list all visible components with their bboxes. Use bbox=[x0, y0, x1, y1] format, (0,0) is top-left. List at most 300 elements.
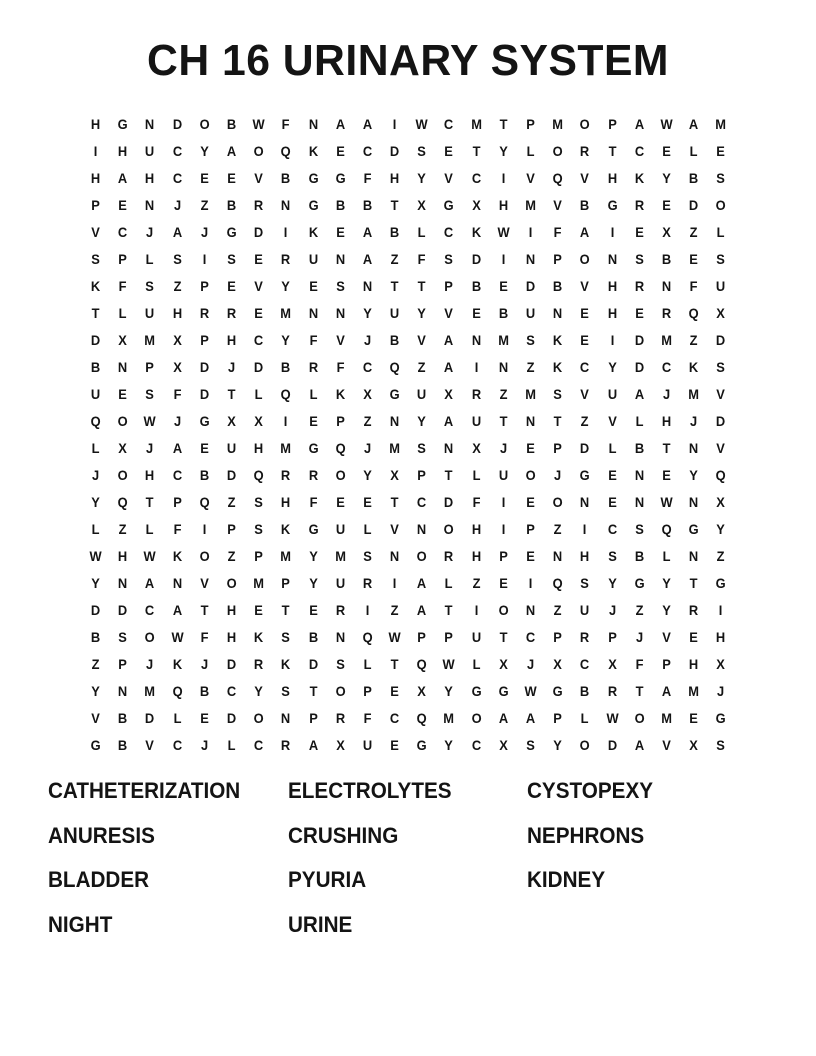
grid-cell-r18-c23: T bbox=[689, 575, 698, 591]
grid-cell-r23-c1: V bbox=[91, 710, 100, 726]
grid-cell-r6-c9: U bbox=[308, 251, 318, 267]
grid-cell-r1-c24: M bbox=[715, 116, 727, 132]
grid-cell-r1-c3: N bbox=[145, 116, 155, 132]
grid-cell-r6-c14: S bbox=[444, 251, 454, 267]
grid-cell-r14-c2: O bbox=[117, 467, 128, 483]
grid-cell-r5-c17: I bbox=[528, 224, 533, 240]
grid-row-7 bbox=[82, 273, 735, 300]
grid-cell-r5-c2: C bbox=[118, 224, 128, 240]
grid-cell-r3-c19: V bbox=[580, 170, 590, 186]
grid-cell-r21-c3: J bbox=[146, 656, 154, 672]
grid-cell-r13-c3: J bbox=[146, 440, 154, 456]
grid-cell-r3-c1: H bbox=[90, 170, 101, 186]
grid-cell-r11-c9: L bbox=[309, 386, 318, 402]
grid-cell-r9-c3: M bbox=[144, 332, 156, 348]
page-title: CH 16 URINARY SYSTEM bbox=[147, 36, 669, 85]
grid-cell-r15-c1: Y bbox=[91, 494, 100, 510]
grid-cell-r22-c19: B bbox=[580, 683, 590, 699]
grid-cell-r22-c2: N bbox=[118, 683, 128, 699]
grid-cell-r23-c13: Q bbox=[416, 710, 427, 726]
grid-cell-r17-c21: B bbox=[634, 548, 645, 564]
grid-cell-r13-c21: B bbox=[634, 440, 645, 456]
grid-cell-r13-c24: V bbox=[716, 440, 726, 456]
grid-cell-r20-c23: E bbox=[689, 629, 699, 645]
grid-cell-r3-c15: C bbox=[471, 170, 481, 186]
grid-cell-r21-c17: J bbox=[527, 656, 535, 672]
grid-cell-r6-c11: A bbox=[362, 251, 373, 267]
grid-cell-r2-c19: R bbox=[580, 143, 590, 159]
grid-cell-r17-c17: E bbox=[526, 548, 535, 564]
grid-cell-r1-c7: W bbox=[252, 116, 265, 132]
grid-cell-r18-c4: N bbox=[172, 575, 182, 591]
grid-cell-r10-c23: K bbox=[689, 359, 699, 375]
grid-row-13 bbox=[82, 435, 735, 462]
grid-cell-r2-c22: E bbox=[662, 143, 671, 159]
grid-cell-r17-c1: W bbox=[89, 548, 102, 564]
grid-cell-r3-c6: E bbox=[227, 170, 236, 186]
grid-cell-r21-c13: Q bbox=[416, 656, 427, 672]
grid-cell-r20-c16: T bbox=[499, 629, 508, 645]
grid-cell-r24-c14: Y bbox=[444, 737, 454, 753]
word-list-item-electrolytes: ELECTROLYTES bbox=[288, 778, 452, 803]
grid-cell-r21-c19: C bbox=[580, 656, 590, 672]
grid-cell-r17-c19: H bbox=[580, 548, 590, 564]
grid-cell-r12-c23: J bbox=[690, 413, 698, 429]
grid-cell-r14-c3: H bbox=[145, 467, 155, 483]
grid-cell-r24-c24: S bbox=[716, 737, 726, 753]
grid-cell-r4-c9: G bbox=[308, 197, 319, 213]
grid-cell-r24-c6: L bbox=[227, 737, 236, 753]
grid-cell-r12-c14: A bbox=[444, 413, 454, 429]
grid-cell-r6-c8: R bbox=[281, 251, 291, 267]
grid-cell-r19-c15: I bbox=[474, 602, 479, 618]
grid-cell-r17-c2: H bbox=[118, 548, 128, 564]
grid-cell-r16-c20: C bbox=[607, 521, 617, 537]
grid-cell-r5-c20: I bbox=[610, 224, 614, 240]
grid-cell-r2-c18: O bbox=[552, 143, 563, 159]
grid-cell-r15-c21: N bbox=[634, 494, 645, 510]
grid-cell-r8-c19: E bbox=[580, 305, 590, 321]
grid-cell-r10-c3: P bbox=[145, 359, 155, 375]
grid-cell-r20-c19: R bbox=[580, 629, 590, 645]
grid-cell-r6-c13: F bbox=[417, 251, 426, 267]
grid-cell-r12-c15: U bbox=[471, 413, 481, 429]
grid-cell-r9-c5: P bbox=[200, 332, 209, 348]
grid-cell-r10-c22: C bbox=[661, 359, 672, 375]
grid-cell-r15-c15: F bbox=[472, 494, 481, 510]
grid-cell-r9-c21: D bbox=[634, 332, 645, 348]
grid-cell-r23-c2: B bbox=[118, 710, 128, 726]
grid-cell-r22-c14: Y bbox=[444, 683, 454, 699]
grid-cell-r10-c19: C bbox=[580, 359, 590, 375]
word-list-item-crushing: CRUSHING bbox=[288, 822, 399, 848]
grid-cell-r3-c11: F bbox=[363, 170, 372, 186]
grid-cell-r16-c7: S bbox=[254, 521, 264, 537]
grid-cell-r17-c7: P bbox=[254, 548, 264, 564]
grid-cell-r24-c19: O bbox=[579, 737, 590, 753]
grid-cell-r15-c13: C bbox=[417, 494, 427, 510]
grid-cell-r14-c17: O bbox=[525, 467, 536, 483]
word-list-column-2 bbox=[288, 776, 462, 954]
grid-cell-r1-c6: B bbox=[226, 116, 237, 132]
grid-cell-r9-c16: M bbox=[498, 332, 509, 348]
grid-cell-r14-c19: G bbox=[579, 467, 590, 483]
grid-cell-r11-c3: S bbox=[145, 386, 155, 402]
grid-cell-r22-c24: J bbox=[717, 683, 725, 699]
grid-cell-r23-c3: D bbox=[145, 710, 155, 726]
grid-cell-r19-c2: D bbox=[118, 602, 128, 618]
grid-cell-r11-c2: E bbox=[118, 386, 128, 402]
grid-cell-r1-c14: C bbox=[444, 116, 454, 132]
grid-cell-r18-c14: L bbox=[445, 575, 453, 591]
grid-cell-r18-c3: A bbox=[145, 575, 155, 591]
grid-cell-r13-c4: A bbox=[172, 440, 182, 456]
grid-cell-r22-c10: O bbox=[335, 683, 346, 699]
grid-row-22 bbox=[82, 678, 735, 705]
grid-cell-r9-c13: V bbox=[417, 332, 427, 348]
grid-row-19 bbox=[82, 597, 735, 624]
grid-cell-r1-c16: T bbox=[499, 116, 508, 132]
grid-cell-r8-c18: N bbox=[553, 305, 563, 321]
grid-cell-r20-c13: P bbox=[417, 629, 427, 645]
grid-cell-r14-c15: L bbox=[472, 467, 481, 483]
grid-row-17 bbox=[82, 543, 735, 570]
grid-cell-r22-c21: T bbox=[635, 683, 644, 699]
grid-cell-r8-c8: M bbox=[280, 305, 292, 321]
grid-cell-r21-c23: H bbox=[689, 656, 699, 672]
grid-cell-r14-c21: N bbox=[634, 467, 645, 483]
grid-cell-r11-c8: Q bbox=[280, 386, 291, 402]
word-list-item-catheterization: CATHETERIZATION bbox=[48, 778, 241, 803]
grid-cell-r1-c21: A bbox=[634, 116, 645, 132]
grid-cell-r20-c17: C bbox=[525, 629, 536, 645]
grid-cell-r3-c20: H bbox=[607, 170, 617, 186]
grid-cell-r9-c8: Y bbox=[281, 332, 291, 348]
grid-cell-r20-c20: P bbox=[607, 629, 617, 645]
grid-cell-r18-c6: O bbox=[226, 575, 237, 591]
grid-cell-r3-c23: B bbox=[689, 170, 699, 186]
grid-cell-r19-c23: R bbox=[689, 602, 699, 618]
grid-cell-r4-c20: G bbox=[607, 197, 618, 213]
grid-cell-r17-c20: S bbox=[607, 548, 617, 564]
grid-cell-r17-c13: O bbox=[416, 548, 427, 564]
grid-cell-r3-c16: I bbox=[501, 170, 506, 186]
grid-cell-r7-c19: V bbox=[580, 278, 590, 294]
grid-cell-r4-c15: X bbox=[471, 197, 481, 213]
grid-cell-r7-c15: B bbox=[471, 278, 481, 294]
grid-cell-r16-c22: Q bbox=[661, 521, 672, 537]
grid-cell-r12-c21: L bbox=[635, 413, 644, 429]
grid-cell-r2-c23: L bbox=[689, 143, 698, 159]
grid-cell-r8-c4: H bbox=[172, 305, 182, 321]
grid-cell-r23-c18: P bbox=[553, 710, 563, 726]
word-list-item-pyuria: PYURIA bbox=[288, 867, 367, 892]
grid-cell-r6-c21: S bbox=[635, 251, 644, 267]
grid-cell-r23-c7: O bbox=[253, 710, 264, 726]
grid-row-23 bbox=[82, 705, 735, 732]
grid-cell-r17-c18: N bbox=[553, 548, 563, 564]
grid-cell-r5-c12: B bbox=[389, 224, 400, 240]
grid-cell-r24-c12: E bbox=[390, 737, 399, 753]
grid-cell-r7-c3: S bbox=[145, 278, 155, 294]
grid-cell-r19-c11: I bbox=[365, 602, 370, 618]
grid-cell-r3-c8: B bbox=[281, 170, 291, 186]
grid-cell-r15-c12: T bbox=[390, 494, 399, 510]
grid-cell-r15-c9: F bbox=[309, 494, 318, 510]
grid-cell-r15-c18: O bbox=[552, 494, 563, 510]
grid-cell-r12-c11: Z bbox=[363, 413, 372, 429]
grid-cell-r8-c6: R bbox=[226, 305, 237, 321]
grid-cell-r15-c20: E bbox=[607, 494, 617, 510]
grid-cell-r10-c14: A bbox=[444, 359, 454, 375]
grid-cell-r22-c5: B bbox=[199, 683, 210, 699]
grid-cell-r12-c16: T bbox=[499, 413, 508, 429]
grid-cell-r21-c7: R bbox=[254, 656, 264, 672]
grid-cell-r6-c24: S bbox=[716, 251, 726, 267]
word-list-column-1 bbox=[48, 776, 253, 954]
grid-cell-r5-c8: I bbox=[284, 224, 288, 240]
grid-cell-r7-c2: F bbox=[118, 278, 127, 294]
grid-cell-r12-c24: D bbox=[716, 413, 726, 429]
grid-cell-r13-c10: Q bbox=[335, 440, 346, 456]
grid-cell-r17-c23: N bbox=[689, 548, 699, 564]
grid-cell-r19-c16: O bbox=[498, 602, 509, 618]
grid-cell-r3-c5: E bbox=[200, 170, 209, 186]
grid-cell-r6-c2: P bbox=[118, 251, 128, 267]
grid-cell-r20-c9: B bbox=[308, 629, 318, 645]
grid-cell-r12-c7: X bbox=[254, 413, 264, 429]
grid-cell-r22-c8: S bbox=[281, 683, 291, 699]
grid-cell-r23-c22: M bbox=[661, 710, 672, 726]
grid-cell-r14-c1: J bbox=[92, 467, 100, 483]
grid-row-1 bbox=[82, 111, 735, 138]
grid-cell-r3-c24: S bbox=[716, 170, 726, 186]
grid-cell-r8-c13: Y bbox=[417, 305, 427, 321]
grid-cell-r17-c22: L bbox=[662, 548, 671, 564]
grid-cell-r13-c18: P bbox=[553, 440, 563, 456]
grid-cell-r24-c15: C bbox=[471, 737, 481, 753]
grid-cell-r13-c9: G bbox=[308, 440, 319, 456]
grid-cell-r15-c10: E bbox=[335, 494, 345, 510]
grid-cell-r15-c23: N bbox=[689, 494, 699, 510]
grid-cell-r22-c11: P bbox=[363, 683, 372, 699]
grid-cell-r19-c9: E bbox=[308, 602, 318, 618]
grid-cell-r12-c20: V bbox=[607, 413, 617, 429]
grid-cell-r5-c5: J bbox=[200, 224, 208, 240]
grid-cell-r8-c1: T bbox=[91, 305, 100, 321]
grid-cell-r10-c15: I bbox=[474, 359, 479, 375]
grid-cell-r21-c6: D bbox=[226, 656, 237, 672]
grid-cell-r9-c6: H bbox=[226, 332, 237, 348]
grid-cell-r4-c8: N bbox=[281, 197, 291, 213]
grid-cell-r7-c12: T bbox=[390, 278, 399, 294]
grid-cell-r11-c7: L bbox=[254, 386, 263, 402]
grid-cell-r13-c19: D bbox=[580, 440, 590, 456]
grid-cell-r20-c3: O bbox=[144, 629, 155, 645]
grid-cell-r1-c12: I bbox=[392, 116, 397, 132]
grid-cell-r8-c9: N bbox=[308, 305, 318, 321]
grid-cell-r24-c22: V bbox=[662, 737, 671, 753]
grid-cell-r15-c2: Q bbox=[117, 494, 128, 510]
grid-cell-r23-c4: L bbox=[173, 710, 182, 726]
grid-cell-r5-c7: D bbox=[254, 224, 264, 240]
grid-cell-r8-c11: Y bbox=[363, 305, 372, 321]
grid-cell-r15-c6: Z bbox=[227, 494, 236, 510]
grid-cell-r13-c23: N bbox=[689, 440, 699, 456]
grid-cell-r21-c5: J bbox=[200, 656, 208, 672]
grid-cell-r24-c8: R bbox=[281, 737, 291, 753]
grid-cell-r2-c8: Q bbox=[280, 143, 291, 159]
grid-cell-r5-c3: J bbox=[146, 224, 154, 240]
grid-cell-r2-c5: Y bbox=[200, 143, 209, 159]
grid-cell-r16-c17: P bbox=[526, 521, 535, 537]
grid-cell-r19-c22: Y bbox=[662, 602, 671, 618]
grid-cell-r13-c6: U bbox=[226, 440, 237, 456]
grid-cell-r6-c22: B bbox=[661, 251, 672, 267]
grid-cell-r19-c21: Z bbox=[635, 602, 644, 618]
grid-cell-r22-c1: Y bbox=[91, 683, 100, 699]
grid-cell-r10-c2: N bbox=[118, 359, 128, 375]
grid-cell-r8-c7: E bbox=[254, 305, 264, 321]
grid-cell-r4-c7: R bbox=[254, 197, 264, 213]
grid-cell-r5-c22: X bbox=[662, 224, 671, 240]
grid-cell-r10-c7: D bbox=[254, 359, 264, 375]
grid-cell-r20-c15: U bbox=[471, 629, 481, 645]
grid-cell-r16-c15: H bbox=[471, 521, 481, 537]
grid-cell-r1-c2: G bbox=[117, 116, 128, 132]
grid-cell-r18-c20: Y bbox=[607, 575, 617, 591]
grid-cell-r3-c21: K bbox=[634, 170, 645, 186]
grid-cell-r19-c20: J bbox=[608, 602, 616, 618]
grid-cell-r5-c19: A bbox=[580, 224, 590, 240]
grid-cell-r20-c14: P bbox=[444, 629, 454, 645]
grid-cell-r6-c10: N bbox=[335, 251, 345, 267]
grid-cell-r9-c17: S bbox=[526, 332, 535, 348]
grid-cell-r24-c5: J bbox=[200, 737, 208, 753]
grid-cell-r24-c13: G bbox=[416, 737, 427, 753]
grid-cell-r13-c17: E bbox=[526, 440, 535, 456]
grid-cell-r2-c10: E bbox=[335, 143, 345, 159]
grid-cell-r17-c6: Z bbox=[227, 548, 236, 564]
grid-cell-r11-c5: D bbox=[199, 386, 210, 402]
grid-cell-r14-c20: E bbox=[607, 467, 617, 483]
grid-row-5 bbox=[82, 219, 735, 246]
grid-cell-r4-c13: X bbox=[417, 197, 427, 213]
grid-cell-r16-c8: K bbox=[281, 521, 291, 537]
grid-cell-r15-c8: H bbox=[281, 494, 291, 510]
grid-cell-r9-c4: X bbox=[172, 332, 182, 348]
grid-cell-r15-c11: E bbox=[363, 494, 372, 510]
grid-cell-r24-c23: X bbox=[689, 737, 699, 753]
grid-cell-r1-c13: W bbox=[415, 116, 428, 132]
grid-cell-r7-c14: P bbox=[444, 278, 454, 294]
grid-cell-r20-c21: J bbox=[635, 629, 643, 645]
grid-cell-r18-c7: M bbox=[253, 575, 265, 591]
grid-cell-r3-c13: Y bbox=[417, 170, 427, 186]
grid-row-18 bbox=[82, 570, 735, 597]
grid-cell-r7-c18: B bbox=[553, 278, 563, 294]
grid-cell-r5-c10: E bbox=[335, 224, 345, 240]
grid-cell-r20-c8: S bbox=[281, 629, 291, 645]
grid-cell-r18-c16: E bbox=[499, 575, 508, 591]
grid-cell-r4-c11: B bbox=[362, 197, 373, 213]
grid-row-14 bbox=[82, 462, 735, 489]
grid-cell-r13-c15: X bbox=[471, 440, 481, 456]
grid-cell-r7-c16: E bbox=[499, 278, 508, 294]
grid-cell-r7-c11: N bbox=[362, 278, 373, 294]
grid-cell-r14-c22: E bbox=[662, 467, 671, 483]
grid-cell-r16-c13: N bbox=[417, 521, 427, 537]
grid-cell-r4-c22: E bbox=[662, 197, 671, 213]
grid-cell-r10-c6: J bbox=[227, 359, 236, 375]
grid-cell-r7-c17: D bbox=[525, 278, 536, 294]
grid-cell-r13-c1: L bbox=[91, 440, 100, 456]
grid-cell-r15-c7: S bbox=[254, 494, 264, 510]
grid-cell-r2-c21: C bbox=[634, 143, 645, 159]
word-list-column-3 bbox=[527, 776, 661, 910]
grid-cell-r9-c22: M bbox=[661, 332, 672, 348]
grid-cell-r1-c5: O bbox=[199, 116, 210, 132]
grid-cell-r15-c14: D bbox=[444, 494, 454, 510]
grid-cell-r12-c19: Z bbox=[581, 413, 589, 429]
grid-cell-r10-c11: C bbox=[362, 359, 373, 375]
grid-cell-r10-c9: R bbox=[308, 359, 318, 375]
grid-cell-r11-c17: M bbox=[525, 386, 536, 402]
grid-cell-r2-c16: Y bbox=[499, 143, 508, 159]
grid-cell-r3-c14: V bbox=[444, 170, 454, 186]
grid-cell-r18-c11: R bbox=[362, 575, 373, 591]
grid-cell-r14-c16: U bbox=[498, 467, 509, 483]
grid-cell-r22-c4: Q bbox=[172, 683, 183, 699]
grid-cell-r18-c18: Q bbox=[552, 575, 563, 591]
grid-cell-r4-c24: O bbox=[715, 197, 726, 213]
grid-cell-r11-c20: U bbox=[607, 386, 617, 402]
grid-cell-r1-c17: P bbox=[526, 116, 535, 132]
grid-cell-r23-c16: A bbox=[498, 710, 509, 726]
grid-cell-r8-c12: U bbox=[389, 305, 400, 321]
grid-cell-r12-c12: N bbox=[389, 413, 400, 429]
grid-cell-r5-c13: L bbox=[417, 224, 426, 240]
grid-cell-r13-c22: T bbox=[662, 440, 671, 456]
grid-cell-r3-c4: C bbox=[172, 170, 182, 186]
grid-cell-r17-c16: P bbox=[499, 548, 508, 564]
grid-cell-r7-c22: N bbox=[661, 278, 672, 294]
grid-cell-r18-c12: I bbox=[392, 575, 397, 591]
grid-cell-r5-c6: G bbox=[226, 224, 237, 240]
grid-cell-r3-c17: V bbox=[526, 170, 535, 186]
grid-cell-r6-c7: E bbox=[254, 251, 264, 267]
grid-row-10 bbox=[82, 354, 735, 381]
word-list-item-urine: URINE bbox=[288, 911, 353, 937]
grid-cell-r2-c7: O bbox=[253, 143, 264, 159]
grid-cell-r10-c18: K bbox=[553, 359, 563, 375]
grid-cell-r17-c14: R bbox=[444, 548, 454, 564]
grid-cell-r23-c15: O bbox=[471, 710, 482, 726]
grid-cell-r14-c8: R bbox=[281, 467, 291, 483]
grid-cell-r4-c21: R bbox=[634, 197, 645, 213]
grid-cell-r15-c19: N bbox=[580, 494, 590, 510]
grid-cell-r7-c6: E bbox=[227, 278, 236, 294]
grid-cell-r24-c4: C bbox=[172, 737, 182, 753]
grid-cell-r7-c13: T bbox=[417, 278, 426, 294]
grid-cell-r19-c6: H bbox=[226, 602, 237, 618]
grid-cell-r4-c17: M bbox=[525, 197, 536, 213]
grid-cell-r1-c23: A bbox=[689, 116, 699, 132]
grid-row-11 bbox=[82, 381, 735, 408]
grid-cell-r4-c19: B bbox=[580, 197, 590, 213]
grid-cell-r2-c12: D bbox=[389, 143, 400, 159]
grid-cell-r12-c13: Y bbox=[417, 413, 427, 429]
